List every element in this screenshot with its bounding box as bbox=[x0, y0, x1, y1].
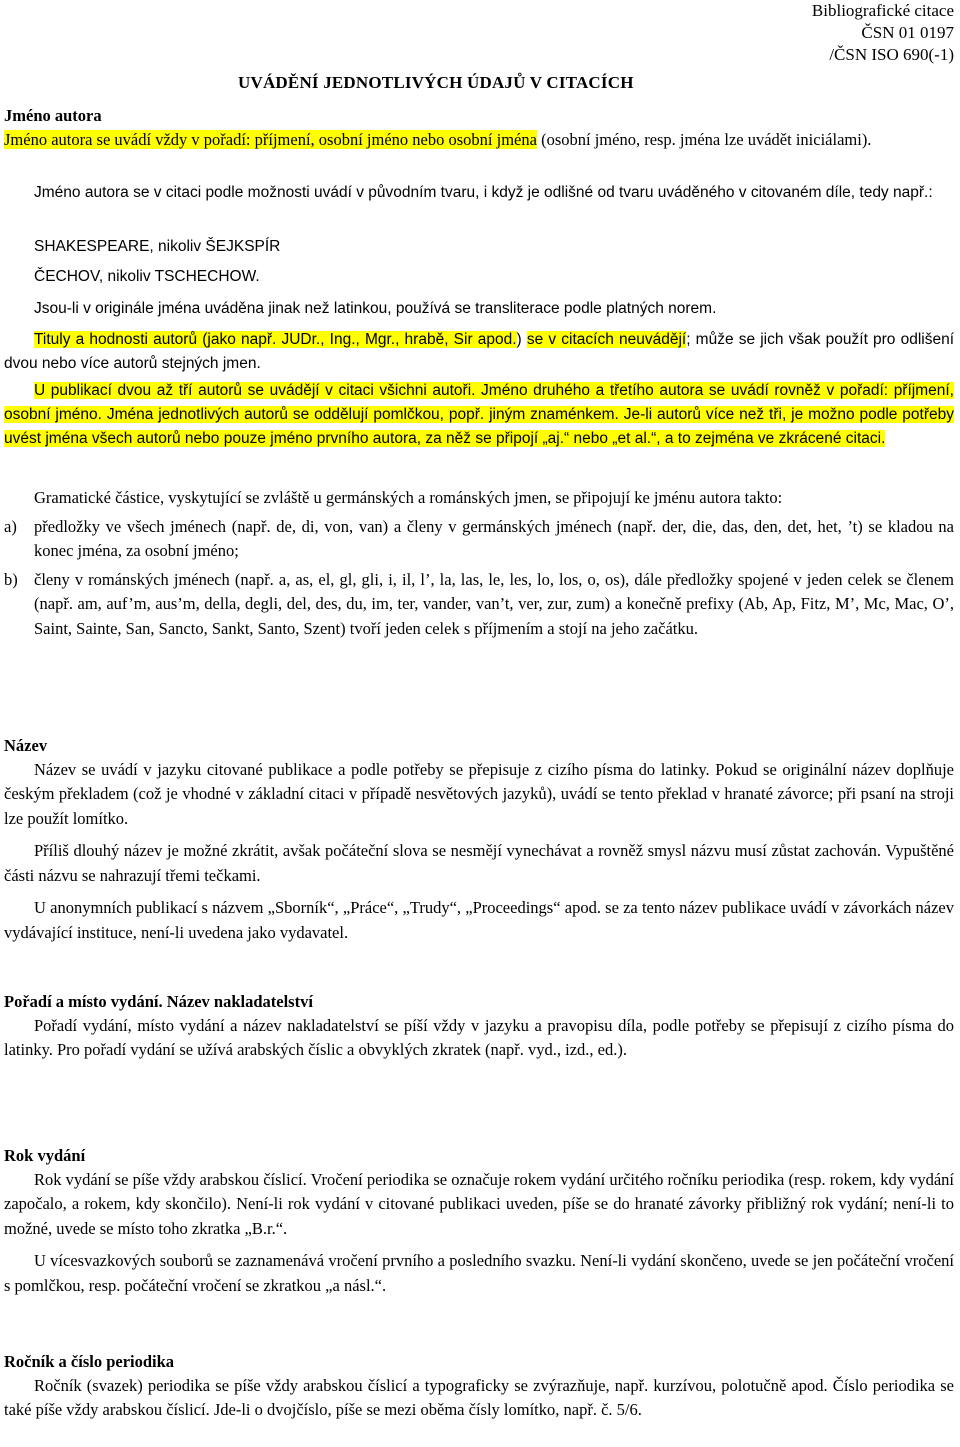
year-paragraph-1: Rok vydání se píše vždy arabskou číslicí. Vročení periodika se označuje rokem vydání určitého ročníku periodika (resp. rokem, kdy vydání započalo, a rokem, kdy skončilo). Není-li rok vydání v citované publikaci uveden, píše se do hranaté závorky přibližný rok vydání; není-li to možné, uvede se místo toho zkratka „B.r.“. bbox=[4, 1169, 954, 1238]
header-line-2: ČSN 01 0197 bbox=[861, 23, 954, 42]
list-text-a: předložky ve všech jménech (např. de, di, von, van) a členy v germánských jménech (např. der, die, das, den, det, het, ’t) se kladou na konec jména, za osobní jméno; bbox=[34, 516, 954, 560]
author-paragraph-5 bbox=[4, 379, 954, 452]
section-heading-year: Rok vydání bbox=[4, 1146, 86, 1165]
section-edition bbox=[4, 990, 954, 1063]
author-paragraph-1: Jméno autora se uvádí vždy v pořadí: příjmení, osobní jméno nebo osobní jména (osobní jméno, resp. jména lze uvádět iniciálami). bbox=[4, 129, 872, 149]
title-paragraph-1: Název se uvádí v jazyku citované publikace a podle potřeby se přepisuje z cizího písma do latinky. Pokud se originální název doplňuje českým překladem (což je vhodné v základní citaci v případě nesvětových jazyků), uvádí se tento překlad v hranaté závorce; při psaní na stroji lze použít lomítko. bbox=[4, 759, 954, 828]
section-heading-volume: Ročník a číslo periodika bbox=[4, 1352, 175, 1371]
list-item-b bbox=[4, 568, 954, 642]
author-paragraph-6: Gramatické částice, vyskytující se zvláště u germánských a románských jmen, se připojují ke jménu autora takto: bbox=[34, 488, 783, 507]
author-paragraph-2: Jméno autora se v citaci podle možnosti uvádí v původním tvaru, i když je odlišné od tvaru uváděného v citovaném díle, tedy např.: bbox=[34, 184, 933, 201]
page-title: UVÁDĚNÍ JEDNOTLIVÝCH ÚDAJŮ V CITACÍCH bbox=[238, 73, 634, 92]
section-heading-edition: Pořadí a místo vydání. Název nakladatelství bbox=[4, 992, 313, 1011]
edition-paragraph-1: Pořadí vydání, místo vydání a název nakladatelství se píší vždy v jazyku a pravopisu díla, podle potřeby se přepisují z cizího písma do latinky. Pro pořadí vydání se užívá arabských číslic a obvyklých zkratek (např. vyd., izd., ed.). bbox=[4, 1015, 954, 1059]
author-block-2 bbox=[4, 181, 954, 205]
author-example-1: SHAKESPEARE, nikoliv ŠEJKSPÍR bbox=[34, 238, 281, 255]
highlight-multiple-authors: U publikací dvou až tří autorů se uvádějí v citaci všichni autoři. Jméno druhého a třetího autora se uvádí rovněž v pořadí: příjmení, osobní jméno. Jména jednotlivých autorů se oddělují pomlčkou, popř. jiným znaménkem. Je-li autorů více než tři, je možno podle potřeby uvést jména všech autorů nebo pouze jméno prvního autora, za něž se připojí „aj.“ nebo „et al.“, a to zejména ve zkrácené citaci. bbox=[4, 382, 954, 448]
section-volume bbox=[4, 1350, 954, 1423]
title-paragraph-3: U anonymních publikací s názvem „Sborník“, „Práce“, „Trudy“, „Proceedings“ apod. se za tento název publikace uvádí v závorkách název vydávající instituce, není-li uvedena jako vydavatel. bbox=[4, 898, 954, 942]
highlight-not-used: se v citacích neuvádějí bbox=[526, 331, 687, 348]
list-item-a bbox=[4, 515, 954, 564]
year-paragraph-2: U vícesvazkových souborů se zaznamenává vročení prvního a posledního svazku. Není-li vydání skončeno, uvede se jen počáteční vročení s pomlčkou, resp. počáteční vročení se zkratkou „a násl.“. bbox=[4, 1251, 954, 1295]
author-block-6 bbox=[4, 486, 954, 641]
highlight-author-order: Jméno autora se uvádí vždy v pořadí: příjmení, osobní jméno nebo osobní jména bbox=[4, 129, 537, 149]
section-author bbox=[4, 104, 954, 151]
author-paragraph-3: Jsou-li v originále jména uváděna jinak než latinkou, používá se transliterace podle platných norem. bbox=[34, 300, 717, 317]
header-line-3: /ČSN ISO 690(-1) bbox=[829, 45, 954, 64]
section-heading-title: Název bbox=[4, 736, 48, 755]
list-marker-b: b) bbox=[4, 569, 18, 589]
section-heading-author: Jméno autora bbox=[4, 106, 102, 125]
list-text-b: členy v románských jménech (např. a, as, el, gl, gli, i, il, l’, la, las, le, les, lo, los, o, os), dále předložky spojené v jeden celek se členem (např. am, auf’m, aus’m, della, degli, del, des, du, im, ter, vander, van’t, ver, zur, zum) a konečně prefixy (Ab, Ap, Fitz, M’, Mc, Mac, O’, Saint, Sainte, San, Sancto, Sankt, Santo, Szent) tvoří jeden celek s příjmením a stojí na jeho začátku. bbox=[34, 569, 954, 638]
volume-paragraph-1: Ročník (svazek) periodika se píše vždy arabskou číslicí a typograficky se zvýrazňuje, např. kurzívou, polotučně apod. Číslo periodika se také píše vždy arabskou číslicí. Jde-li o dvojčíslo, píše se mezi oběma čísly lomítko, např. č. 5/6. bbox=[4, 1375, 954, 1419]
header-line-1: Bibliografické citace bbox=[811, 1, 954, 20]
section-title bbox=[4, 734, 954, 945]
section-year bbox=[4, 1144, 954, 1298]
author-paragraph-4: Tituly a hodnosti autorů (jako např. JUDr., Ing., Mgr., hrabě, Sir apod.) se v citacích neuvádějí; může se jich však použít pro odlišení dvou nebo více autorů stejných jmen. bbox=[4, 331, 955, 372]
author-block-4 bbox=[4, 328, 954, 375]
author-block-5 bbox=[4, 379, 954, 452]
list-marker-a: a) bbox=[4, 516, 17, 536]
highlight-titles: Tituly a hodnosti autorů (jako např. JUDr., Ing., Mgr., hrabě, Sir apod. bbox=[34, 331, 517, 348]
document-header-right bbox=[812, 0, 954, 66]
title-paragraph-2: Příliš dlouhý název je možné zkrátit, avšak počáteční slova se nesmějí vynechávat a rovněž smysl názvu musí zůstat zachován. Vypuštěné části názvu se nahrazují třemi tečkami. bbox=[4, 841, 954, 885]
author-example-2: ČECHOV, nikoliv TSCHECHOW. bbox=[34, 268, 260, 285]
